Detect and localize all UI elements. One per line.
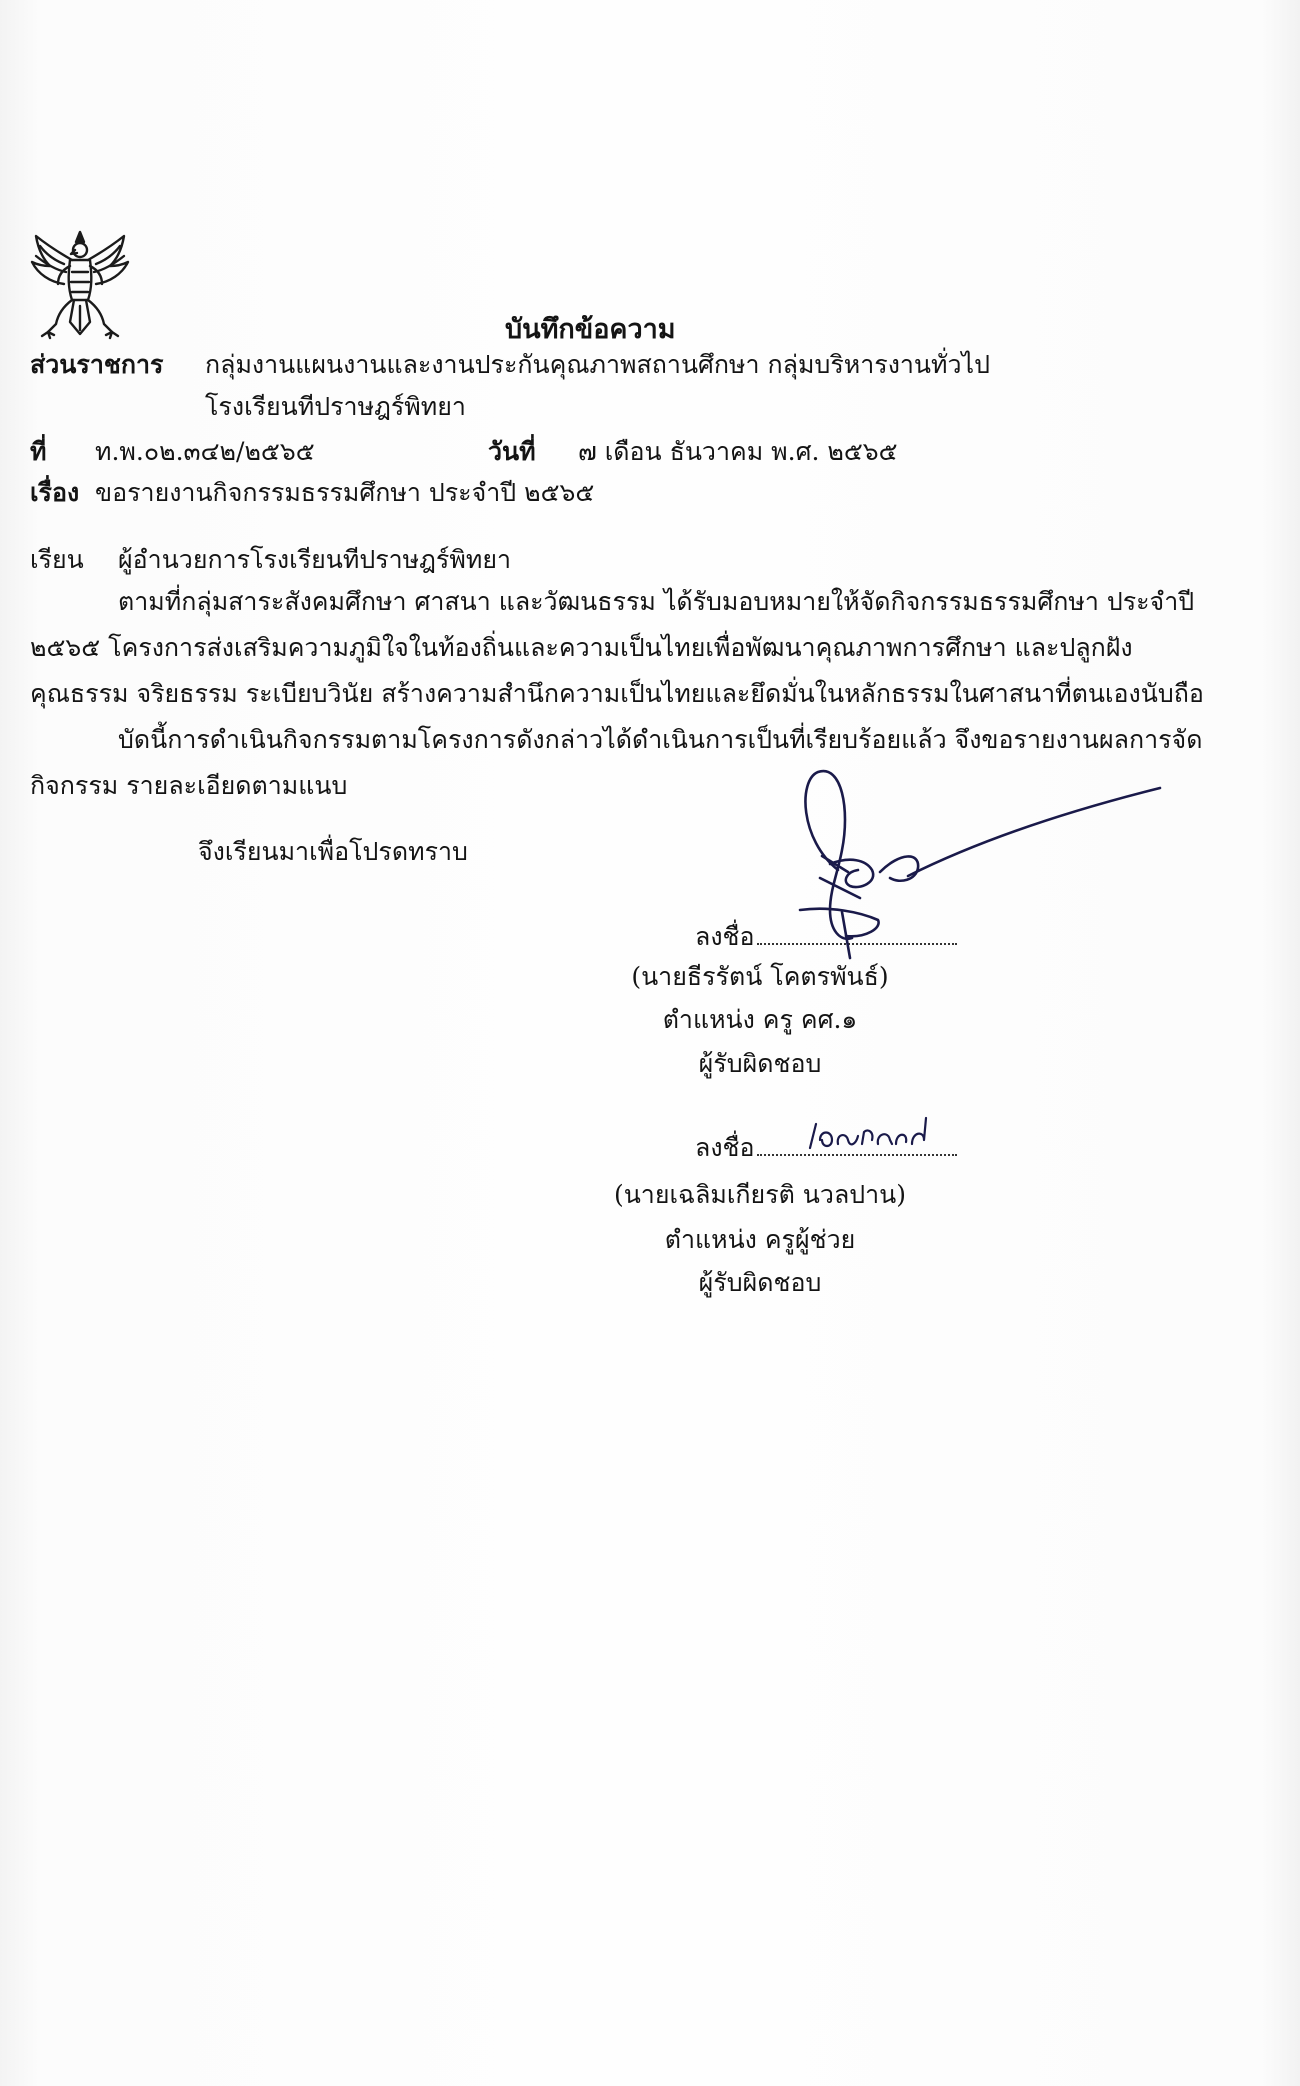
paragraph-1-line-1: ตามที่กลุ่มสาระสังคมศึกษา ศาสนา และวัฒนธรรม ได้รับมอบหมายให้จัดกิจกรรมธรรมศึกษา ประจำปี bbox=[118, 587, 1195, 616]
signature-line-2 bbox=[695, 1133, 957, 1163]
signature-line-1 bbox=[695, 922, 957, 952]
date-value: ๗ เดือน ธันวาคม พ.ศ. ๒๕๖๕ bbox=[578, 437, 898, 466]
department-line-2: โรงเรียนทีปราษฎร์พิทยา bbox=[205, 392, 466, 421]
closing-line: จึงเรียนมาเพื่อโปรดทราบ bbox=[198, 837, 468, 866]
subject-value: ขอรายงานกิจกรรมธรรมศึกษา ประจำปี ๒๕๖๕ bbox=[95, 478, 595, 507]
memo-title: บันทึกข้อความ bbox=[505, 314, 676, 345]
signer-1-name: (นายธีรรัตน์ โคตรพันธ์) bbox=[631, 962, 889, 991]
date-label: วันที่ bbox=[488, 437, 536, 466]
department-label: ส่วนราชการ bbox=[30, 350, 164, 379]
signer-2-name: (นายเฉลิมเกียรติ นวลปาน) bbox=[613, 1180, 907, 1209]
salutation-recipient: ผู้อำนวยการโรงเรียนทีปราษฎร์พิทยา bbox=[118, 545, 512, 574]
sign-label: ลงชื่อ bbox=[695, 922, 755, 951]
signer-2-position: ตำแหน่ง ครูผู้ช่วย bbox=[664, 1225, 856, 1254]
paragraph-2-line-1: บัดนี้การดำเนินกิจกรรมตามโครงการดังกล่าวได้ดำเนินการเป็นที่เรียบร้อยแล้ว จึงขอรายงานผลการจัด bbox=[118, 725, 1203, 754]
signature-dotted-line bbox=[757, 925, 957, 945]
sign-label: ลงชื่อ bbox=[695, 1133, 755, 1162]
paragraph-2-line-2: กิจกรรม รายละเอียดตามแนบ bbox=[30, 771, 348, 800]
signature-dotted-line bbox=[757, 1136, 957, 1156]
signer-1-position: ตำแหน่ง ครู คศ.๑ bbox=[662, 1005, 858, 1034]
signer-2-role: ผู้รับผิดชอบ bbox=[698, 1268, 822, 1297]
subject-label: เรื่อง bbox=[30, 478, 80, 507]
department-line-1: กลุ่มงานแผนงานและงานประกันคุณภาพสถานศึกษา กลุ่มบริหารงานทั่วไป bbox=[205, 350, 990, 379]
signer-1-role: ผู้รับผิดชอบ bbox=[698, 1049, 822, 1078]
salutation-label: เรียน bbox=[30, 545, 84, 574]
paragraph-1-line-2: ๒๕๖๕ โครงการส่งเสริมความภูมิใจในท้องถิ่นและความเป็นไทยเพื่อพัฒนาคุณภาพการศึกษา และปลูกฝัง bbox=[30, 633, 1133, 662]
paragraph-1-line-3: คุณธรรม จริยธรรม ระเบียบวินัย สร้างความสำนึกความเป็นไทยและยึดมั่นในหลักธรรมในศาสนาที่ตนเองนับถือ bbox=[30, 679, 1204, 708]
garuda-emblem-icon bbox=[28, 226, 132, 346]
reference-number: ท.พ.๐๒.๓๔๒/๒๕๖๕ bbox=[95, 437, 315, 466]
reference-label: ที่ bbox=[30, 437, 47, 466]
